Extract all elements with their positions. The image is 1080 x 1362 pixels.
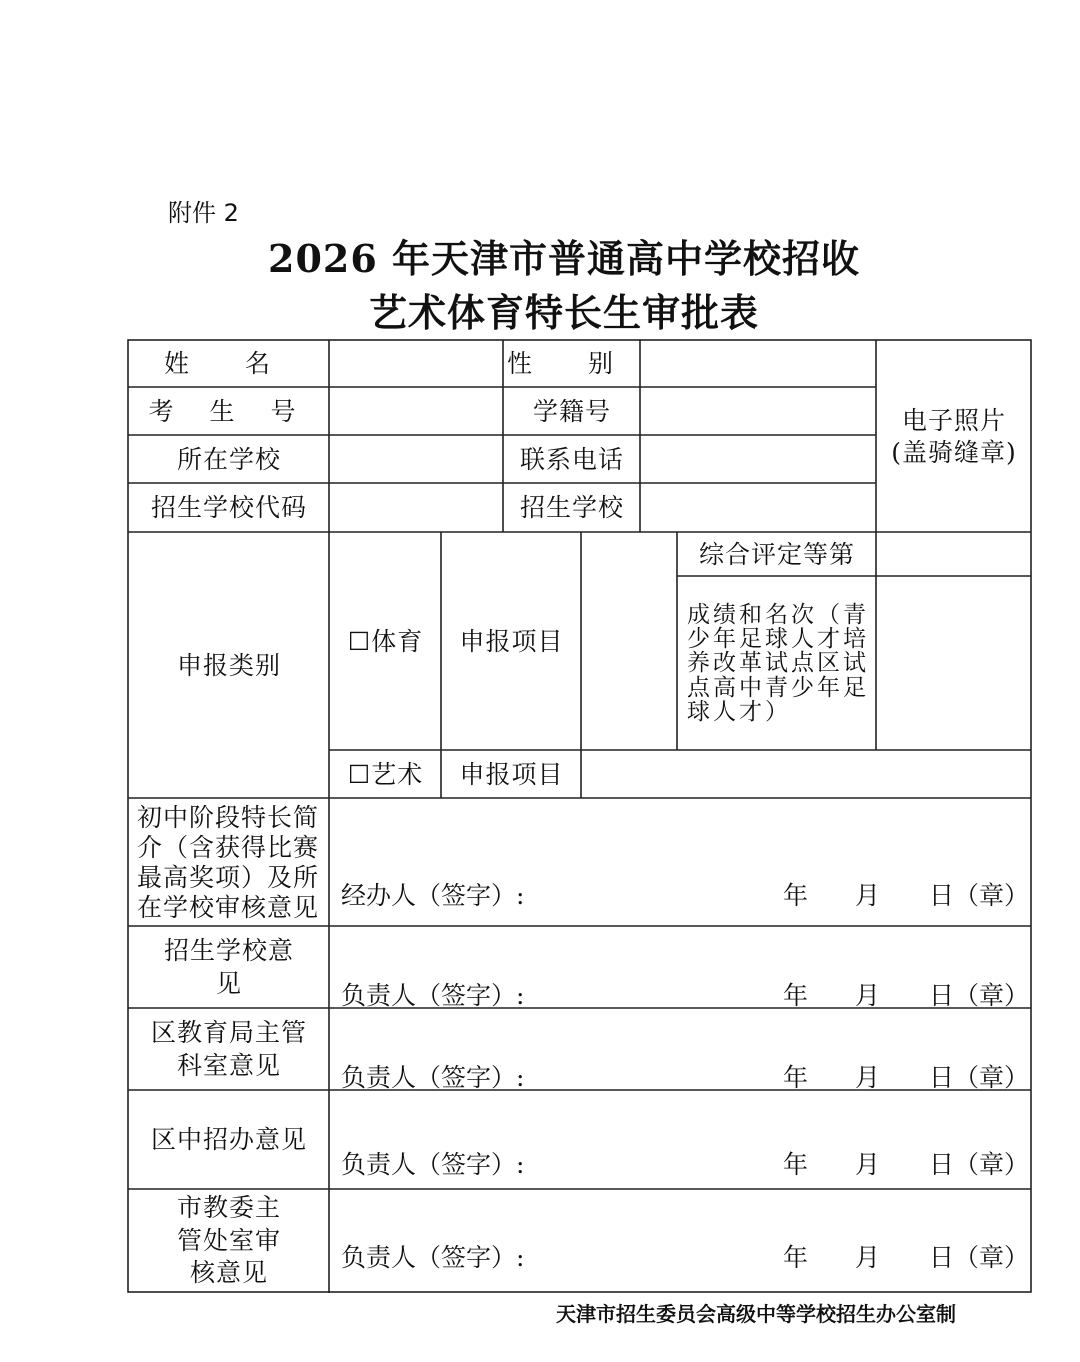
review-label-municipal: 市教委主管处室审核意见 xyxy=(176,1193,281,1288)
admission-code-field[interactable] xyxy=(330,484,503,532)
arts-item-field[interactable] xyxy=(582,751,1031,798)
date-year: 年 xyxy=(783,1063,809,1092)
sports-item-label: 申报项目 xyxy=(459,626,564,656)
photo-seal-note: (盖骑缝章) xyxy=(891,437,1017,467)
title-line-2: 艺术体育特长生审批表 xyxy=(368,290,759,335)
signer-label: 负责人（签字）: xyxy=(341,1150,525,1179)
exam-number-label: 考 生 号 xyxy=(148,396,310,426)
photo-label: 电子照片 xyxy=(901,406,1006,436)
date-month: 月 xyxy=(855,1243,881,1272)
date-year: 年 xyxy=(783,1243,809,1272)
admission-code-label: 招生学校代码 xyxy=(150,493,307,523)
school-label: 所在学校 xyxy=(176,444,281,474)
review-label-admission-school: 招生学校意见 xyxy=(163,936,294,998)
signer-label: 负责人（签字）: xyxy=(341,1063,525,1092)
phone-label: 联系电话 xyxy=(519,444,624,474)
sports-item-field[interactable] xyxy=(582,533,677,750)
approval-form-table xyxy=(127,339,1032,1293)
name-label: 姓 名 xyxy=(164,349,294,379)
date-year: 年 xyxy=(783,881,809,910)
arts-checkbox[interactable]: ☐艺术 xyxy=(347,759,424,789)
date-month: 月 xyxy=(855,1150,881,1179)
photo-box[interactable] xyxy=(877,341,1031,532)
date-month: 月 xyxy=(855,881,881,910)
student-id-label: 学籍号 xyxy=(532,396,611,426)
student-id-field[interactable] xyxy=(641,388,876,435)
name-field[interactable] xyxy=(330,341,503,387)
signer-label: 负责人（签字）: xyxy=(341,1243,525,1272)
issuer-footer: 天津市招生委员会高级中等学校招生办公室制 xyxy=(556,1302,956,1326)
signer-label: 经办人（签字）: xyxy=(341,881,525,910)
gender-label: 性 别 xyxy=(507,349,637,379)
date-day-seal: 日（章） xyxy=(929,1150,1030,1179)
attachment-label: 附件 2 xyxy=(168,199,239,227)
date-year: 年 xyxy=(783,981,809,1010)
sports-checkbox[interactable]: ☐体育 xyxy=(347,626,424,656)
admission-school-label: 招生学校 xyxy=(519,493,624,523)
admission-school-field[interactable] xyxy=(641,484,876,532)
date-day-seal: 日（章） xyxy=(929,1063,1030,1092)
score-rank-label: 成绩和名次（青少年足球人才培养改革试点区试点高中青少年足球人才） xyxy=(687,602,869,725)
date-day-seal: 日（章） xyxy=(929,1243,1030,1272)
arts-item-label: 申报项目 xyxy=(459,759,564,789)
review-label-middle-school: 初中阶段特长简介（含获得比赛最高奖项）及所在学校审核意见 xyxy=(137,802,320,922)
date-day-seal: 日（章） xyxy=(929,981,1030,1010)
signer-label: 负责人（签字）: xyxy=(341,981,525,1010)
gender-field[interactable] xyxy=(641,341,876,387)
review-label-district-admission: 区中招办意见 xyxy=(150,1125,307,1155)
phone-field[interactable] xyxy=(641,436,876,483)
review-label-district-education: 区教育局主管科室意见 xyxy=(150,1018,307,1080)
rank-label: 综合评定等第 xyxy=(698,539,855,569)
school-field[interactable] xyxy=(330,436,503,483)
category-label: 申报类别 xyxy=(176,650,281,680)
date-day-seal: 日（章） xyxy=(929,881,1030,910)
date-year: 年 xyxy=(783,1150,809,1179)
exam-number-field[interactable] xyxy=(330,388,503,435)
score-rank-field[interactable] xyxy=(877,577,1031,750)
title-line-1: 2026 年天津市普通高中学校招收 xyxy=(268,236,860,281)
date-month: 月 xyxy=(855,981,881,1010)
date-month: 月 xyxy=(855,1063,881,1092)
rank-field[interactable] xyxy=(877,533,1031,576)
